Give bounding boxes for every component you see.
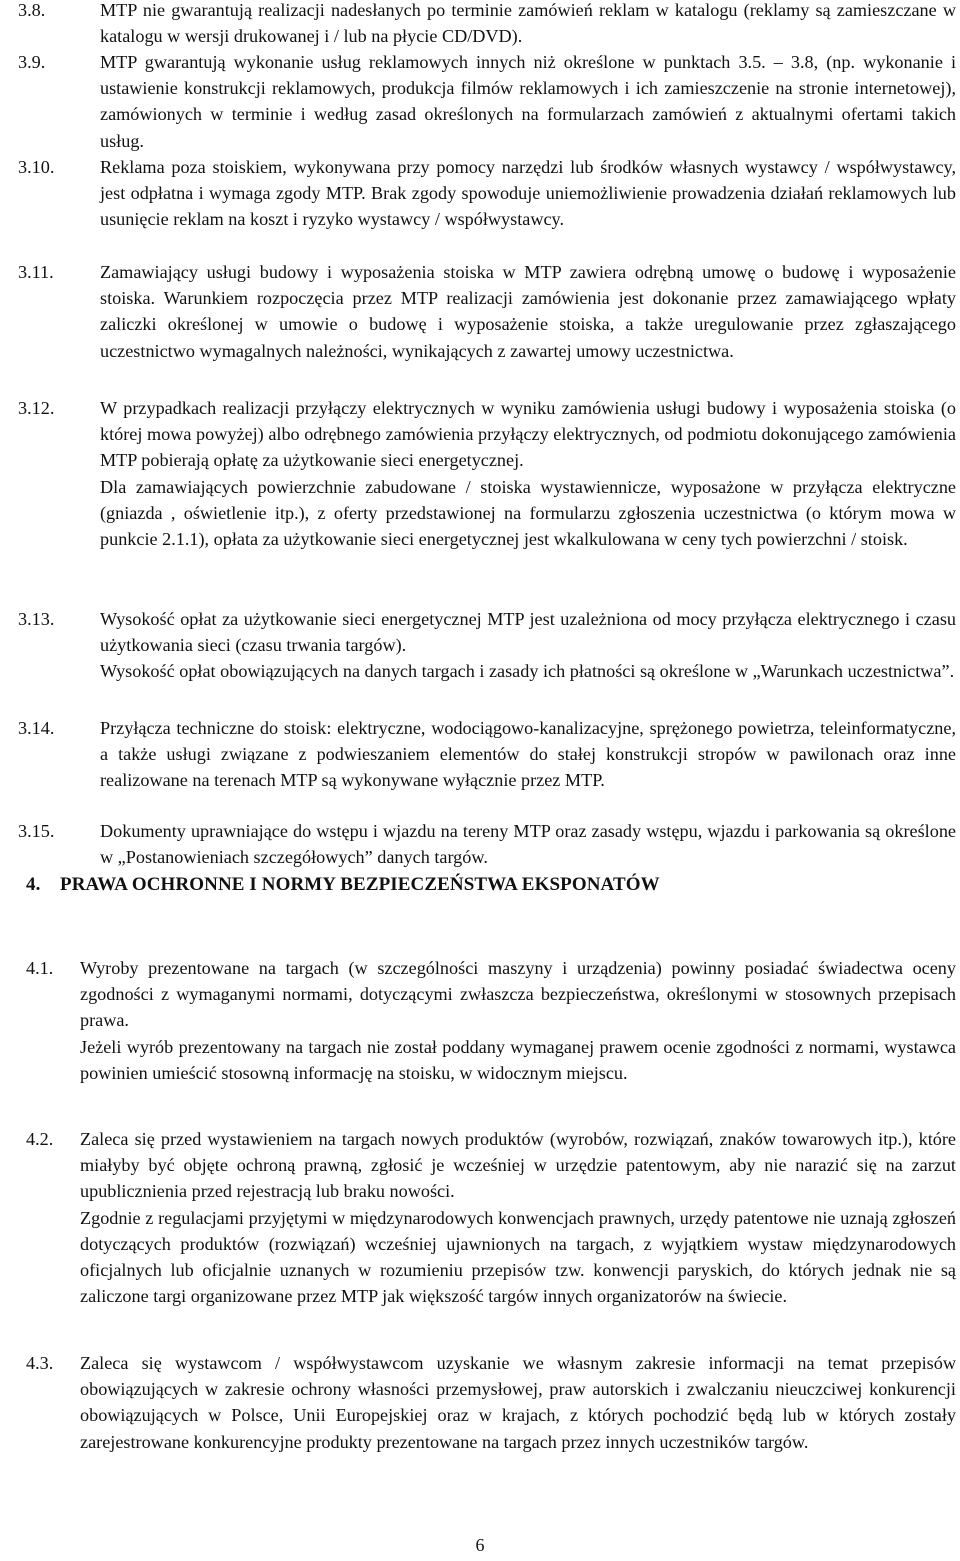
clause-number: 4.1. bbox=[26, 958, 54, 978]
clause-number: 3.13. bbox=[18, 609, 55, 629]
clause-text: MTP nie gwarantują realizacji nadesłanych po terminie zamówień reklam w katalogu (reklamy są zamieszczane w katalogu w wersji drukowanej i / lub na płycie CD/DVD). bbox=[100, 0, 956, 47]
clause-3-10 bbox=[4, 154, 956, 233]
clause-text: Wyroby prezentowane na targach (w szczególności maszyny i urządzenia) powinny posiadać świadectwa oceny zgodności z wymaganymi normami, dotyczącymi zwłaszcza bezpieczeństwa, określonymi w stosownych przepisach prawa. bbox=[80, 958, 956, 1031]
clause-number: 3.15. bbox=[18, 821, 55, 841]
clause-text: Zaleca się przed wystawieniem na targach nowych produktów (wyrobów, rozwiązań, znaków towarowych itp.), które miałyby być objęte ochroną prawną, zgłosić je wcześniej w urzędzie patentowym, aby nie narazić się na zarzut upublicznienia przed rejestracją lub braku nowości. bbox=[80, 1129, 956, 1202]
clause-text: Dla zamawiających powierzchnie zabudowane / stoiska wystawiennicze, wyposażone w przyłącza elektryczne (gniazda , oświetlenie itp.), z oferty przedstawionej na formularzu zgłoszenia uczestnictwa (o którym mowa w punkcie 2.1.1), opłata za użytkowanie sieci energetycznej jest wkalkulowana w ceny tych powierzchni / stoisk. bbox=[100, 476, 956, 550]
clause-3-8 bbox=[4, 0, 956, 49]
clause-3-12 bbox=[4, 395, 956, 552]
clause-number: 3.10. bbox=[18, 157, 55, 177]
clause-number: 3.9. bbox=[18, 52, 46, 72]
clause-number: 3.11. bbox=[18, 262, 54, 282]
section-title: PRAWA OCHRONNE I NORMY BEZPIECZEŃSTWA EKSPONATÓW bbox=[60, 874, 660, 895]
clause-3-15 bbox=[4, 818, 956, 870]
clause-4-2 bbox=[4, 1126, 956, 1309]
clause-4-1 bbox=[4, 955, 956, 1086]
section-number: 4. bbox=[26, 874, 41, 895]
clause-text: Przyłącza techniczne do stoisk: elektryczne, wodociągowo-kanalizacyjne, sprężonego powietrza, teleinformatyczne, a także usługi związane z podwieszaniem elementów do stałej konstrukcji stropów w pawilonach oraz inne realizowane na terenach MTP są wykonywane wyłącznie przez MTP. bbox=[100, 718, 956, 791]
clause-3-14 bbox=[4, 715, 956, 794]
clause-text: Zaleca się wystawcom / współwystawcom uzyskanie we własnym zakresie informacji na temat przepisów obowiązujących w zakresie ochrony własności przemysłowej, praw autorskich i zwalczaniu nieuczciwej konkurencji obowiązujących w Polsce, Unii Europejskiej oraz w krajach, z których pochodzić będą lub w których zostały zarejestrowane konkurencyjne produkty prezentowane na targach przez innych uczestników targów. bbox=[80, 1353, 956, 1452]
clause-4-3 bbox=[4, 1350, 956, 1455]
clause-text: MTP gwarantują wykonanie usług reklamowych innych niż określone w punktach 3.5. – 3.8, (np. wykonanie i ustawienie konstrukcji reklamowych, produkcja filmów reklamowych i ich zamieszczenie na stronie internetowej), zamówionych w terminie i według zasad określonych na formularzach zamówień z aktualnymi ofertami takich usług. bbox=[100, 52, 956, 151]
clause-number: 3.12. bbox=[18, 398, 55, 418]
page-number: 6 bbox=[475, 1535, 485, 1555]
clause-3-9 bbox=[4, 49, 956, 154]
clause-number: 4.3. bbox=[26, 1353, 54, 1373]
clause-3-11 bbox=[4, 259, 956, 364]
clause-text: W przypadkach realizacji przyłączy elektrycznych w wyniku zamówienia usługi budowy i wyposażenia stoiska (o której mowa powyżej) albo odrębnego zamówienia przyłączy elektrycznych, od podmiotu dokonującego zamówienia MTP pobierają opłatę za użytkowanie sieci energetycznej. bbox=[100, 398, 956, 471]
clause-number: 4.2. bbox=[26, 1129, 54, 1149]
clause-3-13 bbox=[4, 606, 956, 685]
clause-text: Zamawiający usługi budowy i wyposażenia stoiska w MTP zawiera odrębną umowę o budowę i wyposażenie stoiska. Warunkiem rozpoczęcia przez MTP realizacji zamówienia jest dokonanie przez zamawiającego wpłaty zaliczki określonej w umowie o budowę i wyposażenie stoiska, a także uregulowanie przez zgłaszającego uczestnictwo wymagalnych należności, wynikających z zawartej umowy uczestnictwa. bbox=[100, 262, 956, 361]
clause-text: Wysokość opłat obowiązujących na danych targach i zasady ich płatności są określone w „Warunkach uczestnictwa”. bbox=[100, 661, 955, 682]
clause-text: Wysokość opłat za użytkowanie sieci energetycznej MTP jest uzależniona od mocy przyłącza elektrycznego i czasu użytkowania sieci (czasu trwania targów). bbox=[100, 609, 956, 656]
clause-number: 3.8. bbox=[18, 0, 46, 20]
clause-text: Reklama poza stoiskiem, wykonywana przy pomocy narzędzi lub środków własnych wystawcy / współwystawcy, jest odpłatna i wymaga zgody MTP. Brak zgody spowoduje uniemożliwienie prowadzenia działań reklamowych lub usunięcie reklam na koszt i ryzyko wystawcy / współwystawcy. bbox=[100, 157, 956, 230]
section-heading bbox=[26, 874, 660, 896]
clause-text: Zgodnie z regulacjami przyjętymi w międzynarodowych konwencjach prawnych, urzędy patentowe nie uznają zgłoszeń dotyczących produktów (rozwiązań) wcześniej ujawnionych na targach, z wyjątkiem wystaw międzynarodowych oficjalnych lub oficjalnie uznanych w rozumieniu przepisów tzw. konwencji paryskich, do których jednak nie są zaliczone targi organizowane przez MTP jak większość targów innych organizatorów na świecie. bbox=[80, 1207, 956, 1307]
clause-text: Jeżeli wyrób prezentowany na targach nie został poddany wymaganej prawem ocenie zgodności z normami, wystawca powinien umieścić stosowną informację na stoisku, w widocznym miejscu. bbox=[80, 1036, 956, 1083]
clause-number: 3.14. bbox=[18, 718, 55, 738]
clause-text: Dokumenty uprawniające do wstępu i wjazdu na tereny MTP oraz zasady wstępu, wjazdu i parkowania są określone w „Postanowieniach szczegółowych” danych targów. bbox=[100, 821, 956, 868]
